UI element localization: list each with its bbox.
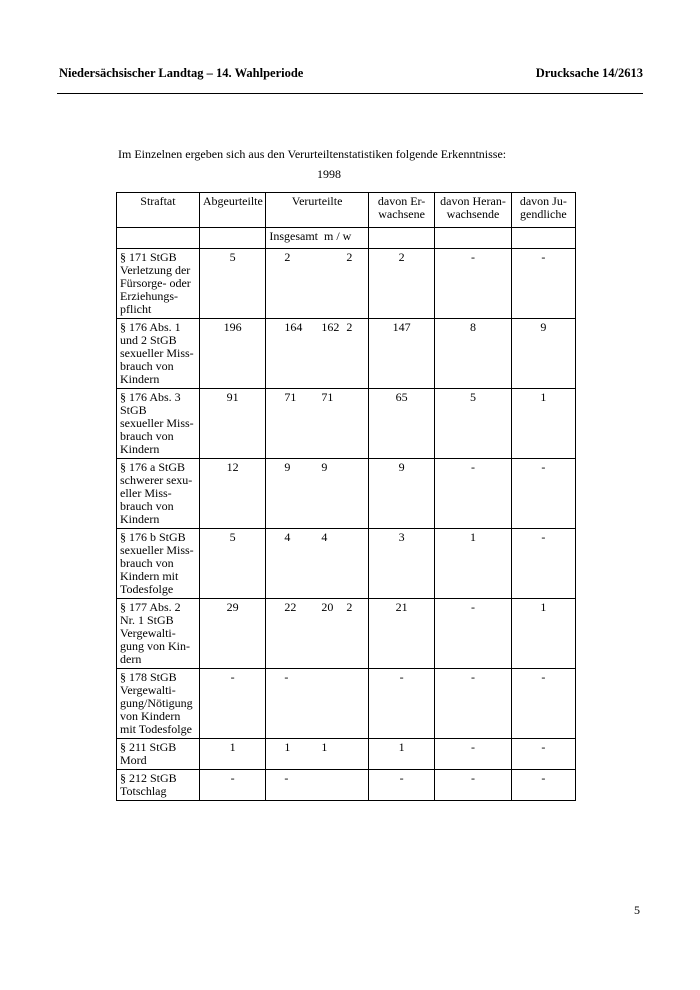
cell-erwachsene: - xyxy=(368,770,435,801)
cell-straftat: § 176 Abs. 3 StGB sexueller Miss- brauch von Kindern xyxy=(117,389,200,459)
table-row xyxy=(117,529,576,599)
cell-maennlich: 71 xyxy=(321,390,334,404)
table-row xyxy=(117,459,576,529)
cell-insgesamt: 2 xyxy=(284,250,291,264)
cell-verurteilte xyxy=(266,459,368,529)
header-document-number: Drucksache 14/2613 xyxy=(535,66,643,80)
table-row xyxy=(117,599,576,669)
cell-straftat: § 178 StGB Vergewalti- gung/Nötigung von Kindern mit Todesfolge xyxy=(117,669,200,739)
table-row xyxy=(117,389,576,459)
cell-maennlich: 4 xyxy=(321,530,328,544)
cell-jugendliche: 9 xyxy=(511,319,575,389)
table-row xyxy=(117,770,576,801)
cell-heranwachsende: 5 xyxy=(435,389,511,459)
cell-straftat: § 171 StGB Verletzung der Fürsorge- oder Erziehungs- pflicht xyxy=(117,249,200,319)
cell-straftat: § 176 a StGB schwerer sexu- eller Miss- brauch von Kindern xyxy=(117,459,200,529)
cell-verurteilte xyxy=(266,529,368,599)
subheader-insgesamt-mw: Insgesamt m / w xyxy=(266,228,368,249)
table-row xyxy=(117,249,576,319)
cell-insgesamt: 4 xyxy=(284,530,291,544)
cell-weiblich: 2 xyxy=(346,250,353,264)
cell-jugendliche: - xyxy=(511,529,575,599)
cell-insgesamt: 1 xyxy=(284,740,291,754)
header-abgeurteilte: Abgeurteilte xyxy=(199,193,266,228)
table-year: 1998 xyxy=(317,167,341,181)
cell-weiblich: 2 xyxy=(346,320,353,334)
table-subheader-row xyxy=(117,228,576,249)
statistics-table xyxy=(116,192,576,801)
cell-heranwachsende: 8 xyxy=(435,319,511,389)
cell-insgesamt: 164 xyxy=(284,320,303,334)
cell-verurteilte xyxy=(266,739,368,770)
intro-text: Im Einzelnen ergeben sich aus den Verurteiltenstatistiken folgende Erkenntnisse: xyxy=(118,147,507,161)
cell-straftat: § 211 StGB Mord xyxy=(117,739,200,770)
cell-erwachsene: 1 xyxy=(368,739,435,770)
cell-verurteilte xyxy=(266,770,368,801)
cell-erwachsene: 3 xyxy=(368,529,435,599)
cell-jugendliche: - xyxy=(511,459,575,529)
cell-heranwachsende: - xyxy=(435,599,511,669)
cell-heranwachsende: 1 xyxy=(435,529,511,599)
header-rule xyxy=(57,93,643,94)
cell-insgesamt: 9 xyxy=(284,460,291,474)
cell-heranwachsende: - xyxy=(435,739,511,770)
header-verurteilte: Verurteilte xyxy=(266,193,368,228)
cell-abgeurteilte: 91 xyxy=(199,389,266,459)
cell-abgeurteilte: 196 xyxy=(199,319,266,389)
header-title: Niedersächsischer Landtag – 14. Wahlperiode xyxy=(59,66,304,80)
cell-insgesamt: - xyxy=(284,670,289,684)
cell-erwachsene: 2 xyxy=(368,249,435,319)
cell-erwachsene: 147 xyxy=(368,319,435,389)
header-erwachsene: davon Er- wachsene xyxy=(368,193,435,228)
cell-abgeurteilte: 1 xyxy=(199,739,266,770)
table-row xyxy=(117,669,576,739)
cell-abgeurteilte: 29 xyxy=(199,599,266,669)
cell-abgeurteilte: 5 xyxy=(199,529,266,599)
cell-verurteilte xyxy=(266,319,368,389)
cell-heranwachsende: - xyxy=(435,249,511,319)
header-straftat: Straftat xyxy=(117,193,200,228)
cell-abgeurteilte: 5 xyxy=(199,249,266,319)
cell-erwachsene: 65 xyxy=(368,389,435,459)
cell-straftat: § 177 Abs. 2 Nr. 1 StGB Vergewalti- gung von Kin- dern xyxy=(117,599,200,669)
cell-abgeurteilte: - xyxy=(199,669,266,739)
cell-heranwachsende: - xyxy=(435,459,511,529)
cell-maennlich: 20 xyxy=(321,600,334,614)
cell-erwachsene: 9 xyxy=(368,459,435,529)
cell-straftat: § 212 StGB Totschlag xyxy=(117,770,200,801)
cell-verurteilte xyxy=(266,249,368,319)
cell-jugendliche: 1 xyxy=(511,389,575,459)
cell-jugendliche: - xyxy=(511,669,575,739)
cell-weiblich: 2 xyxy=(346,600,353,614)
table-row xyxy=(117,319,576,389)
cell-jugendliche: 1 xyxy=(511,599,575,669)
cell-insgesamt: 22 xyxy=(284,600,297,614)
table-row xyxy=(117,739,576,770)
cell-maennlich: 9 xyxy=(321,460,328,474)
header-heranwachsende: davon Heran- wachsende xyxy=(435,193,511,228)
cell-maennlich: 162 xyxy=(321,320,340,334)
cell-insgesamt: - xyxy=(284,771,289,785)
cell-jugendliche: - xyxy=(511,739,575,770)
cell-jugendliche: - xyxy=(511,249,575,319)
cell-verurteilte xyxy=(266,389,368,459)
table-header-row xyxy=(117,193,576,228)
cell-heranwachsende: - xyxy=(435,770,511,801)
cell-maennlich: 1 xyxy=(321,740,328,754)
cell-erwachsene: 21 xyxy=(368,599,435,669)
cell-abgeurteilte: - xyxy=(199,770,266,801)
cell-jugendliche: - xyxy=(511,770,575,801)
cell-straftat: § 176 b StGB sexueller Miss- brauch von Kindern mit Todesfolge xyxy=(117,529,200,599)
page-number: 5 xyxy=(634,903,640,917)
cell-abgeurteilte: 12 xyxy=(199,459,266,529)
cell-erwachsene: - xyxy=(368,669,435,739)
cell-straftat: § 176 Abs. 1 und 2 StGB sexueller Miss- brauch von Kindern xyxy=(117,319,200,389)
header-jugendliche: davon Ju- gendliche xyxy=(511,193,575,228)
cell-heranwachsende: - xyxy=(435,669,511,739)
cell-verurteilte xyxy=(266,669,368,739)
cell-verurteilte xyxy=(266,599,368,669)
cell-insgesamt: 71 xyxy=(284,390,297,404)
